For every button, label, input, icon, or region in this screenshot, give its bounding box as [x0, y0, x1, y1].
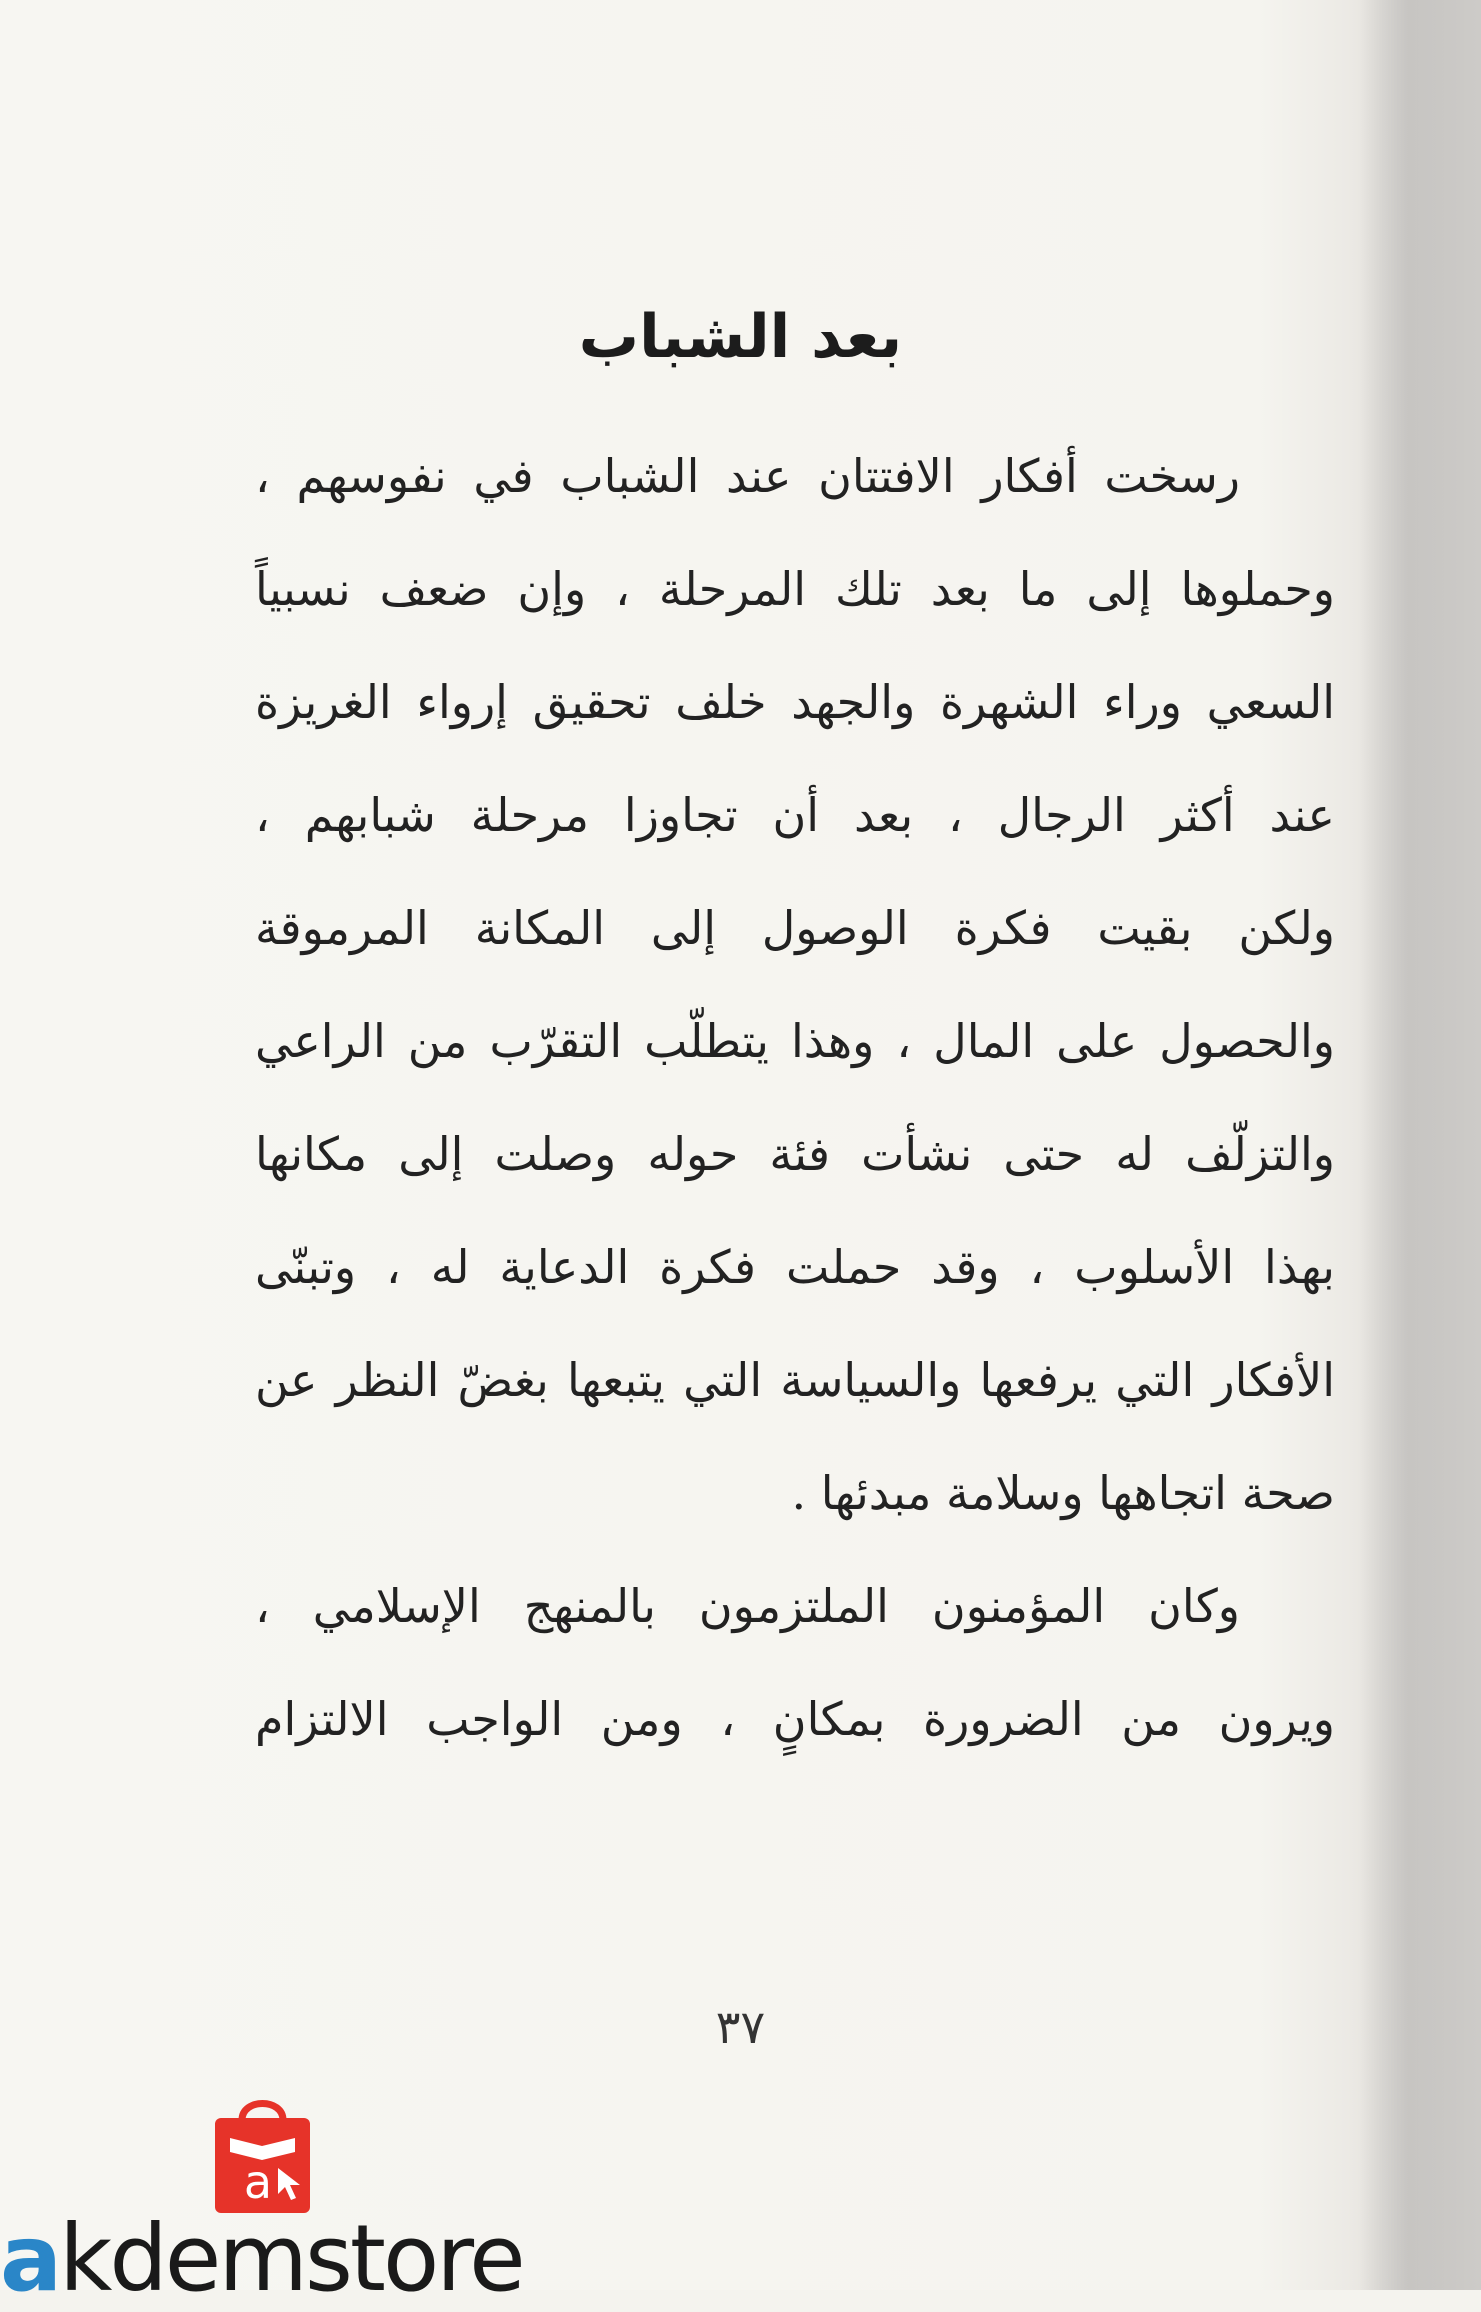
store-logo [0, 2070, 560, 2312]
text-line: صحة اتجاهها وسلامة مبدئها . [791, 1466, 1335, 1520]
text-line: الأفكار التي يرفعها والسياسة التي يتبعها بغضّ النظر عن [255, 1353, 1335, 1407]
logo-wordmark-a: a [0, 2205, 60, 2312]
logo-bag-letter: a [243, 2155, 273, 2209]
logo-wordmark-rest: kdemstore [59, 2205, 523, 2312]
text-line: رسخت أفكار الافتتان عند الشباب في نفوسهم ، [255, 449, 1240, 503]
chapter-title: بعد الشباب [578, 302, 903, 373]
text-line: والتزلّف له حتى نشأت فئة حوله وصلت إلى مكانها [255, 1127, 1335, 1181]
logo-wordmark [0, 2205, 523, 2312]
text-line: ولكن بقيت فكرة الوصول إلى المكانة المرموقة [255, 901, 1335, 955]
shopping-bag-book-icon [210, 2090, 315, 2215]
body-paragraphs [255, 420, 1335, 1776]
page-number: ٣٧ [715, 2000, 766, 2054]
text-line: بهذا الأسلوب ، وقد حملت فكرة الدعاية له ، وتبنّى [255, 1240, 1335, 1294]
text-line: ويرون من الضرورة بمكانٍ ، ومن الواجب الالتزام [255, 1692, 1335, 1746]
text-line: وكان المؤمنون الملتزمون بالمنهج الإسلامي ، [255, 1579, 1240, 1633]
text-line: والحصول على المال ، وهذا يتطلّب التقرّب من الراعي [255, 1014, 1335, 1068]
text-line: وحملوها إلى ما بعد تلك المرحلة ، وإن ضعف نسبياً [255, 562, 1335, 616]
text-line: السعي وراء الشهرة والجهد خلف تحقيق إرواء الغريزة [255, 675, 1335, 729]
text-line: عند أكثر الرجال ، بعد أن تجاوزا مرحلة شبابهم ، [255, 788, 1335, 842]
